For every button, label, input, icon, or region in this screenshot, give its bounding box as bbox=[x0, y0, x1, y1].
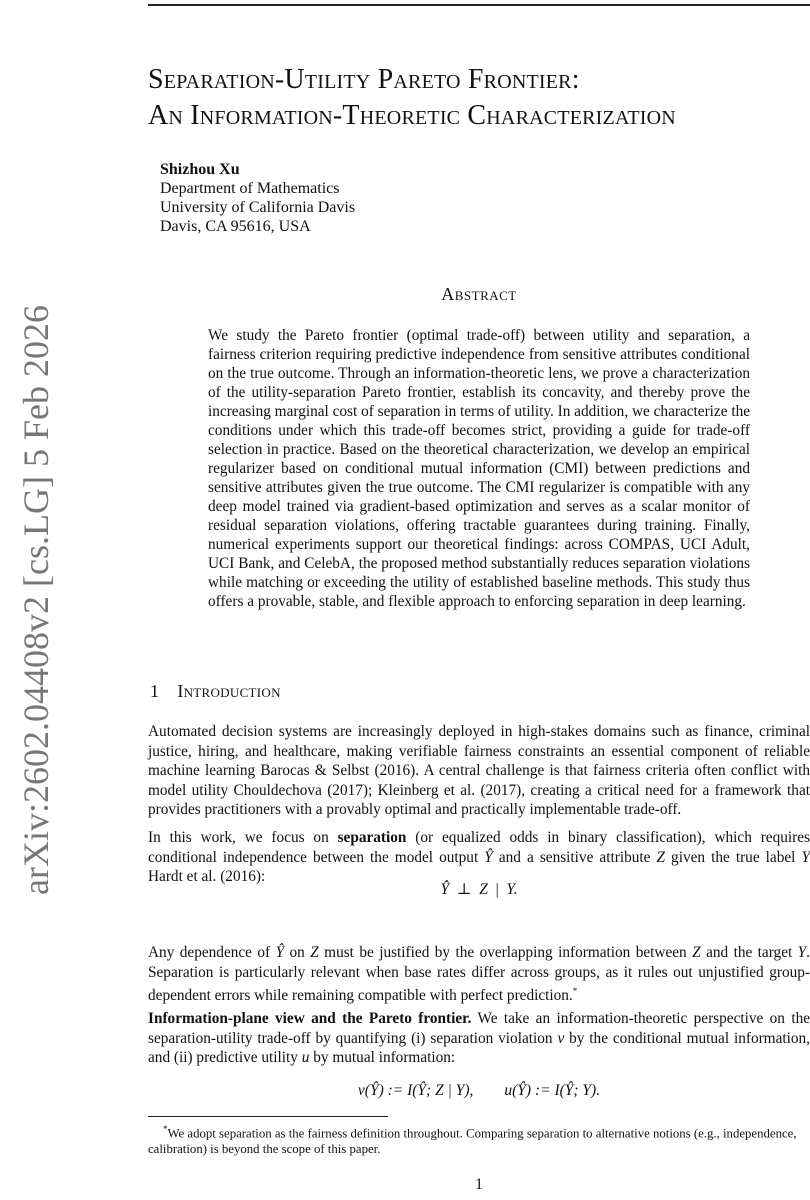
arxiv-identifier[interactable]: arXiv:2602.04408v2 [cs.LG] 5 Feb 2026 bbox=[16, 305, 56, 895]
para3-text-c: must be justified by the overlapping information between bbox=[318, 944, 693, 961]
author-block bbox=[160, 160, 355, 236]
z-symbol: Z bbox=[656, 848, 665, 866]
para3-text-b: on bbox=[284, 944, 311, 961]
para4-v: v bbox=[557, 1029, 565, 1047]
para3-y: Y bbox=[797, 944, 807, 961]
para3-z2: Z bbox=[692, 944, 701, 961]
section-number: 1 bbox=[150, 681, 160, 701]
para4-u: u bbox=[301, 1049, 310, 1066]
footnote bbox=[148, 1121, 810, 1157]
footnote-marker[interactable]: * bbox=[572, 986, 578, 996]
intro-paragraph-1: Automated decision systems are increasingly deployed in high-stakes domains such as finance, criminal justice, hiring, and healthcare, making verifiable fairness constraints an essential component of reliable machine learning Barocas & Selbst (2016). A central challenge is that fairness criteria often conflict with model utility Chouldechova (2017); Kleinberg et al. (2017), creating a critical need for a framework that provides practitioners with a provably optimal and practically implementable trade-off. bbox=[148, 723, 810, 818]
para3-z: Z bbox=[310, 944, 319, 961]
eq1-yhat: Ŷ bbox=[440, 881, 450, 898]
para2-text-a: In this work, we focus on bbox=[148, 829, 338, 846]
footnote-rule bbox=[148, 1116, 388, 1117]
para2-text-e: Hardt et al. (2016): bbox=[148, 868, 266, 885]
section-heading bbox=[150, 681, 281, 702]
eq1-bar: | bbox=[495, 881, 499, 898]
eq1-z: Z bbox=[479, 881, 488, 898]
para4-heading: Information-plane view and the Pareto frontier. bbox=[148, 1010, 472, 1027]
para3-text-e: . Separation is particularly relevant when base rates differ across groups, as it rules out unjustified group-dependent errors while remaining compatible with perfect prediction. bbox=[148, 944, 810, 1005]
para4-text-c: by mutual information: bbox=[309, 1049, 456, 1066]
para2-text-d: given the true label bbox=[664, 848, 802, 866]
author-name: Shizhou Xu bbox=[160, 161, 240, 178]
abstract-text: We study the Pareto frontier (optimal trade-off) between utility and separation, a fairness criterion requiring predictive independence from sensitive attributes conditional on the true outcome. Through an information-theoretic lens, we prove a characterization of the utility-separation Pareto frontier, establish its concavity, and thereby prove the increasing marginal cost of separation in terms of utility. In addition, we characterize the conditions under which this trade-off becomes strict, providing a guide for trade-off selection in practice. Based on the theoretical characterization, we develop an empirical regularizer based on conditional mutual information (CMI) between predictions and sensitive attributes given the true outcome. The CMI regularizer is compatible with any deep model trained via gradient-based optimization and serves as a scalar monitor of residual separation violations, offering tractable guarantees during training. Finally, numerical experiments support our theoretical findings: across COMPAS, UCI Adult, UCI Bank, and CelebA, the proposed method substantially reduces separation violations while matching or exceeding the utility of established baseline methods. This study thus offers a provable, stable, and flexible approach to enforcing separation in deep learning. bbox=[208, 327, 751, 610]
separation-equation bbox=[148, 880, 810, 899]
footnote-text: We adopt separation as the fairness definition throughout. Comparing separation to alternative notions (e.g., independence, calibration) is beyond the scope of this paper. bbox=[148, 1126, 797, 1157]
para4-text-b: by the conditional mutual information, and (ii) predictive utility bbox=[148, 1029, 810, 1066]
author-address: Davis, CA 95616, USA bbox=[160, 218, 311, 235]
y-hat-symbol: Ŷ bbox=[484, 848, 493, 866]
para2-text-b: (or equalized odds in binary classification), which requires conditional independence between the model output bbox=[148, 829, 810, 866]
para4-text-a: We take an information-theoretic perspective on the separation-utility trade-off by quantifying (i) separation violation bbox=[148, 1010, 810, 1047]
page-number: 1 bbox=[475, 1176, 483, 1193]
section-title: Introduction bbox=[177, 681, 281, 701]
eq1-y: Y. bbox=[506, 881, 518, 898]
title-line-2: An Information-Theoretic Characterization bbox=[148, 100, 676, 131]
eq2-right: u(Ŷ) := I(Ŷ; Y). bbox=[504, 1082, 601, 1099]
y-symbol: Y bbox=[801, 848, 810, 866]
para3-text-d: and the target bbox=[700, 944, 798, 961]
para3-text-a: Any dependence of bbox=[148, 944, 276, 961]
para3-yhat: Ŷ bbox=[275, 944, 285, 961]
author-department: Department of Mathematics bbox=[160, 180, 340, 197]
separation-term: separation bbox=[337, 829, 407, 846]
intro-paragraph-4 bbox=[148, 1009, 810, 1068]
eq1-perp: ⊥ bbox=[456, 881, 472, 898]
top-rule bbox=[148, 4, 810, 6]
intro-paragraph-2 bbox=[148, 828, 810, 887]
paper-title bbox=[148, 62, 808, 134]
abstract-heading: Abstract bbox=[441, 284, 517, 304]
information-equation bbox=[148, 1082, 810, 1100]
footnote-mark: * bbox=[163, 1124, 168, 1134]
eq2-left: v(Ŷ) := I(Ŷ; Z | Y), bbox=[357, 1082, 474, 1099]
intro-paragraph-3 bbox=[148, 943, 810, 1006]
title-line-1: Separation-Utility Pareto Frontier: bbox=[148, 64, 580, 95]
para2-text-c: and a sensitive attribute bbox=[492, 848, 657, 866]
author-university: University of California Davis bbox=[160, 199, 356, 216]
